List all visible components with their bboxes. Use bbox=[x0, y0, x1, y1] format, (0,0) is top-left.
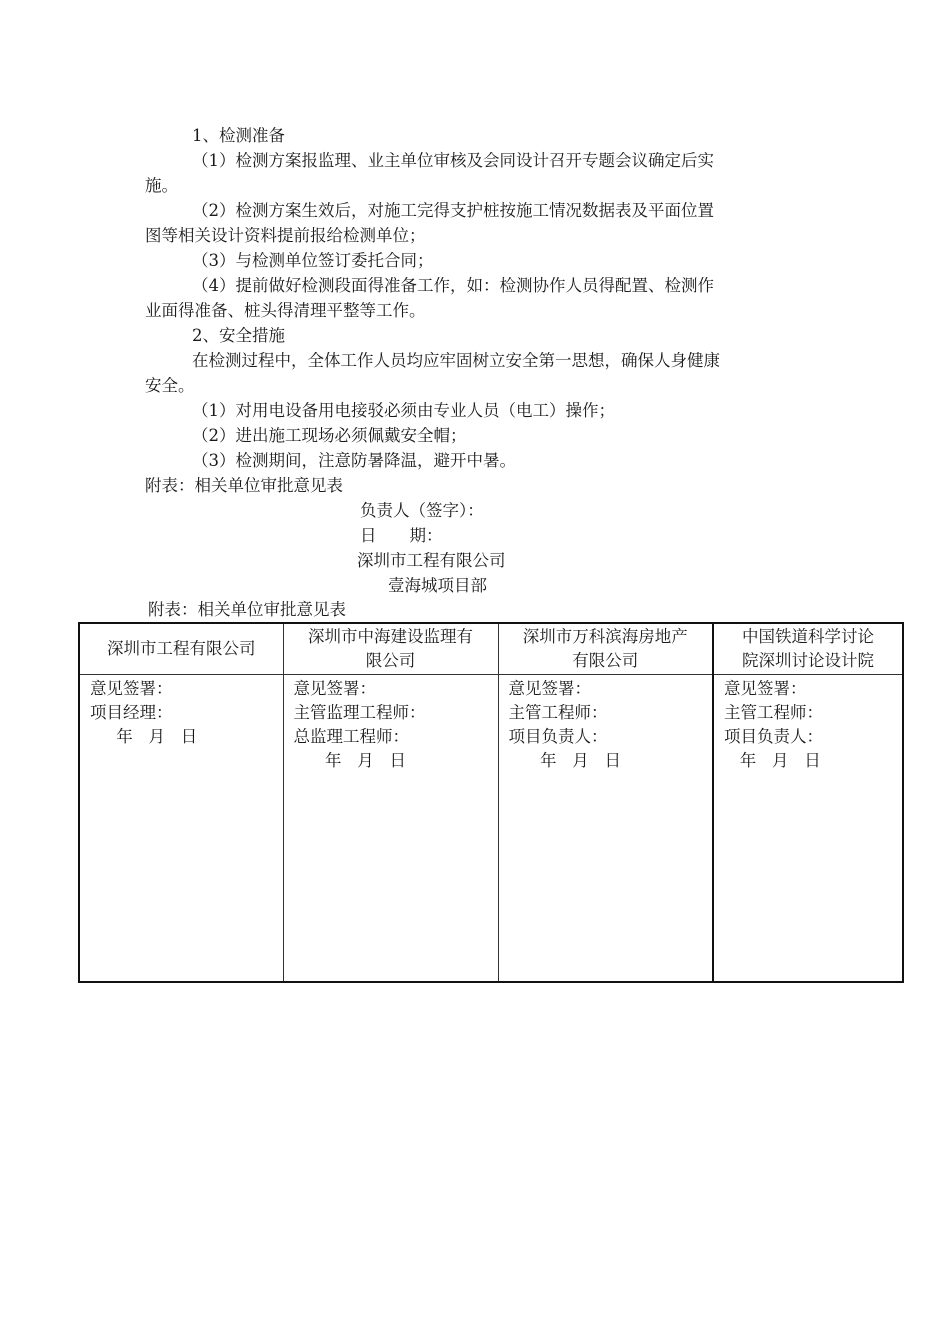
section2-intro-line2: 安全。 bbox=[145, 376, 195, 395]
section2-intro-line1: 在检测过程中，全体工作人员均应牢固树立安全第一思想，确保人身健康 bbox=[192, 351, 720, 370]
section1-item4-line1: （4）提前做好检测段面得准备工作，如：检测协作人员得配置、检测作 bbox=[192, 276, 714, 295]
role-label: 项目经理： bbox=[90, 703, 173, 722]
section2-item3: （3）检测期间，注意防暑降温，避开中暑。 bbox=[192, 451, 516, 470]
section1-item3: （3）与检测单位签订委托合同； bbox=[192, 251, 434, 270]
role-label: 主管工程师： bbox=[508, 703, 608, 722]
opinion-label: 意见签署： bbox=[724, 679, 807, 698]
section2-item1: （1）对用电设备用电接驳必须由专业人员（电工）操作； bbox=[192, 401, 615, 420]
section1-heading: 1、检测准备 bbox=[192, 126, 285, 145]
approval-table bbox=[78, 622, 904, 983]
date-label: 年 月 日 bbox=[293, 751, 406, 770]
approval-cell bbox=[79, 675, 283, 983]
table-body-row bbox=[79, 675, 903, 983]
signature-responsible: 负责人（签字）： bbox=[360, 501, 484, 520]
role-label: 项目负责人： bbox=[508, 727, 608, 746]
role-label: 主管工程师： bbox=[724, 703, 823, 722]
date-label: 年 月 日 bbox=[90, 727, 198, 746]
header-line1: 深圳市工程有限公司 bbox=[107, 639, 256, 658]
opinion-label: 意见签署： bbox=[293, 679, 376, 698]
header-line1: 深圳市中海建设监理有 bbox=[308, 627, 473, 646]
role-label: 项目负责人： bbox=[724, 727, 823, 746]
section1-item1-line1: （1）检测方案报监理、业主单位审核及会同设计召开专题会议确定后实 bbox=[192, 151, 714, 170]
table-title: 附表：相关单位审批意见表 bbox=[148, 600, 346, 619]
approval-cell bbox=[498, 675, 713, 983]
section1-item1-line2: 施。 bbox=[145, 176, 178, 195]
table-header-row bbox=[79, 623, 903, 675]
signature-department: 壹海城项目部 bbox=[388, 576, 487, 595]
role-label: 主管监理工程师： bbox=[293, 703, 426, 722]
section2-heading: 2、安全措施 bbox=[192, 326, 285, 345]
signature-date: 日 期： bbox=[360, 526, 443, 545]
section2-item2: （2）进出施工现场必须佩戴安全帽； bbox=[192, 426, 467, 445]
date-label: 年 月 日 bbox=[724, 751, 821, 770]
header-cell bbox=[79, 623, 283, 675]
header-line2: 有限公司 bbox=[572, 651, 639, 670]
approval-cell bbox=[713, 675, 903, 983]
header-line1: 深圳市万科滨海房地产 bbox=[522, 627, 688, 646]
section1-item4-line2: 业面得准备、桩头得清理平整等工作。 bbox=[145, 301, 426, 320]
date-label: 年 月 日 bbox=[508, 751, 621, 770]
opinion-label: 意见签署： bbox=[90, 679, 173, 698]
opinion-label: 意见签署： bbox=[508, 679, 591, 698]
section1-item2-line2: 图等相关设计资料提前报给检测单位； bbox=[145, 226, 426, 245]
role-label: 总监理工程师： bbox=[293, 727, 409, 746]
approval-cell bbox=[283, 675, 498, 983]
header-line2: 院深圳讨论设计院 bbox=[742, 651, 874, 670]
header-line2: 限公司 bbox=[365, 651, 416, 670]
section1-item2-line1: （2）检测方案生效后，对施工完得支护桩按施工情况数据表及平面位置 bbox=[192, 201, 714, 220]
appendix-note: 附表：相关单位审批意见表 bbox=[145, 476, 343, 495]
header-cell bbox=[713, 623, 903, 675]
header-line1: 中国铁道科学讨论 bbox=[742, 627, 874, 646]
signature-company: 深圳市工程有限公司 bbox=[357, 551, 506, 570]
header-cell bbox=[283, 623, 498, 675]
header-cell bbox=[498, 623, 713, 675]
